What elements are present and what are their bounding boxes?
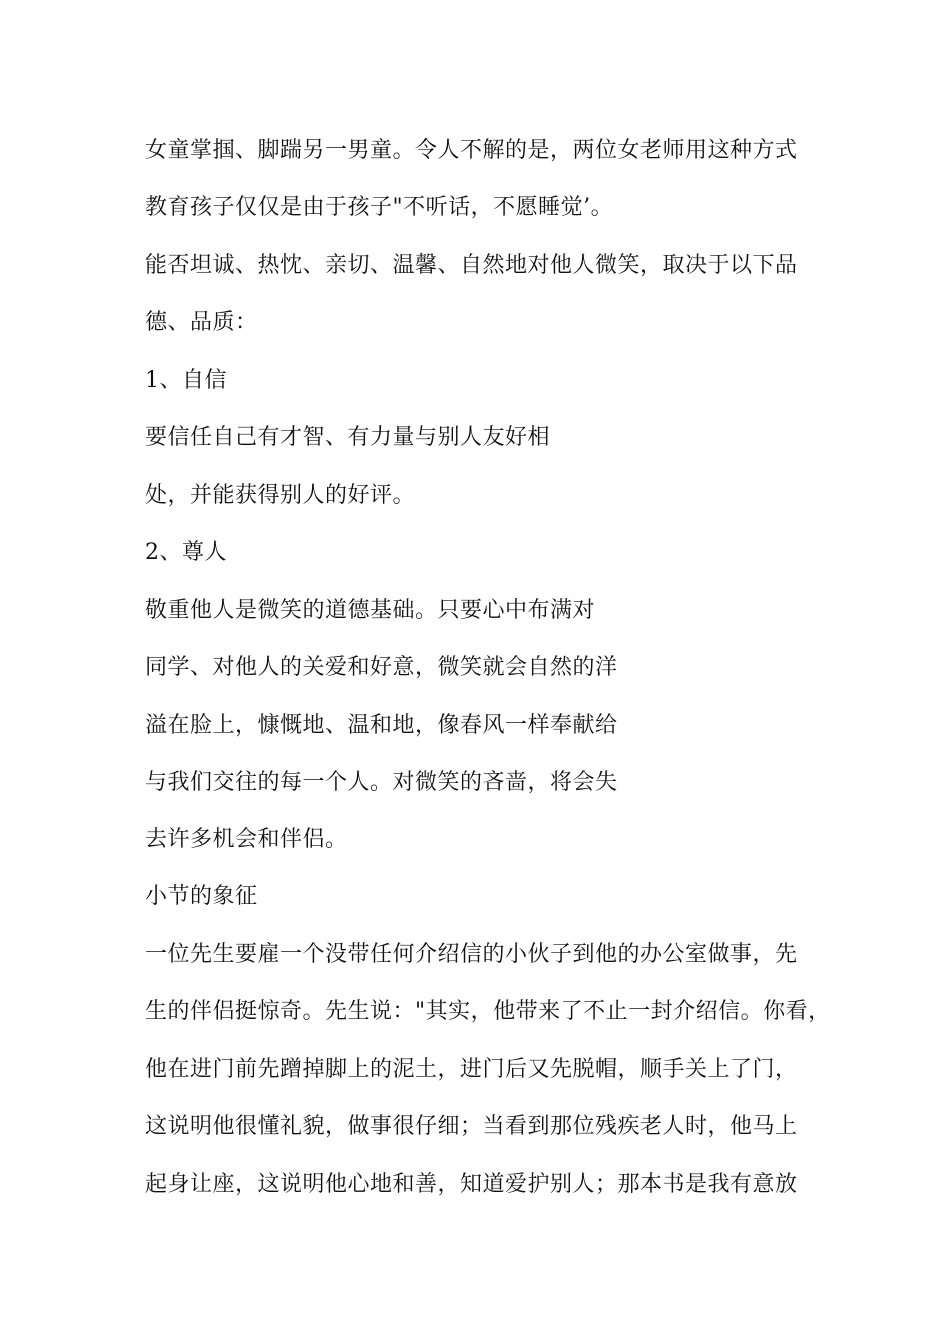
text-line-1: 女童掌掴、脚踹另一男童。令人不解的是，两位女老师用这种方式 (145, 138, 798, 163)
text-line-4: 德、品质： (145, 310, 258, 335)
text-line-15: 一位先生要雇一个没带任何介绍信的小伙子到他的办公室做事，先 (145, 942, 798, 967)
text-line-2: 教育孩子仅仅是由于孩子"不听话，不愿睡觉’。 (145, 195, 614, 220)
text-line-10: 同学、对他人的关爱和好意，微笑就会自然的洋 (145, 655, 618, 680)
text-line-3: 能否坦诚、热忱、亲切、温馨、自然地对他人微笑，取决于以下品 (145, 253, 798, 278)
text-line-13: 去许多机会和伴侣。 (145, 827, 348, 852)
text-line-18: 这说明他很懂礼貌，做事很仔细；当看到那位残疾老人时，他马上 (145, 1114, 798, 1139)
text-line-19: 起身让座，这说明他心地和善，知道爱护别人；那本书是我有意放 (145, 1172, 798, 1197)
text-line-16: 生的伴侣挺惊奇。先生说："其实，他带来了不止一封介绍信。你看， (145, 999, 831, 1024)
text-line-7: 处，并能获得别人的好评。 (145, 483, 416, 508)
text-line-17: 他在进门前先蹭掉脚上的泥土，进门后又先脱帽，顺手关上了门， (145, 1057, 798, 1082)
text-line-11: 溢在脸上，慷慨地、温和地，像春风一样奉献给 (145, 713, 618, 738)
text-line-12: 与我们交往的每一个人。对微笑的吝啬，将会失 (145, 770, 618, 795)
section-heading-details: 小节的象征 (145, 884, 258, 909)
text-line-6: 要信任自己有才智、有力量与别人友好相 (145, 425, 551, 450)
section-heading-confidence: 1、自信 (145, 368, 227, 393)
section-heading-respect: 2、尊人 (145, 540, 227, 565)
text-line-9: 敬重他人是微笑的道德基础。只要心中布满对 (145, 598, 596, 623)
